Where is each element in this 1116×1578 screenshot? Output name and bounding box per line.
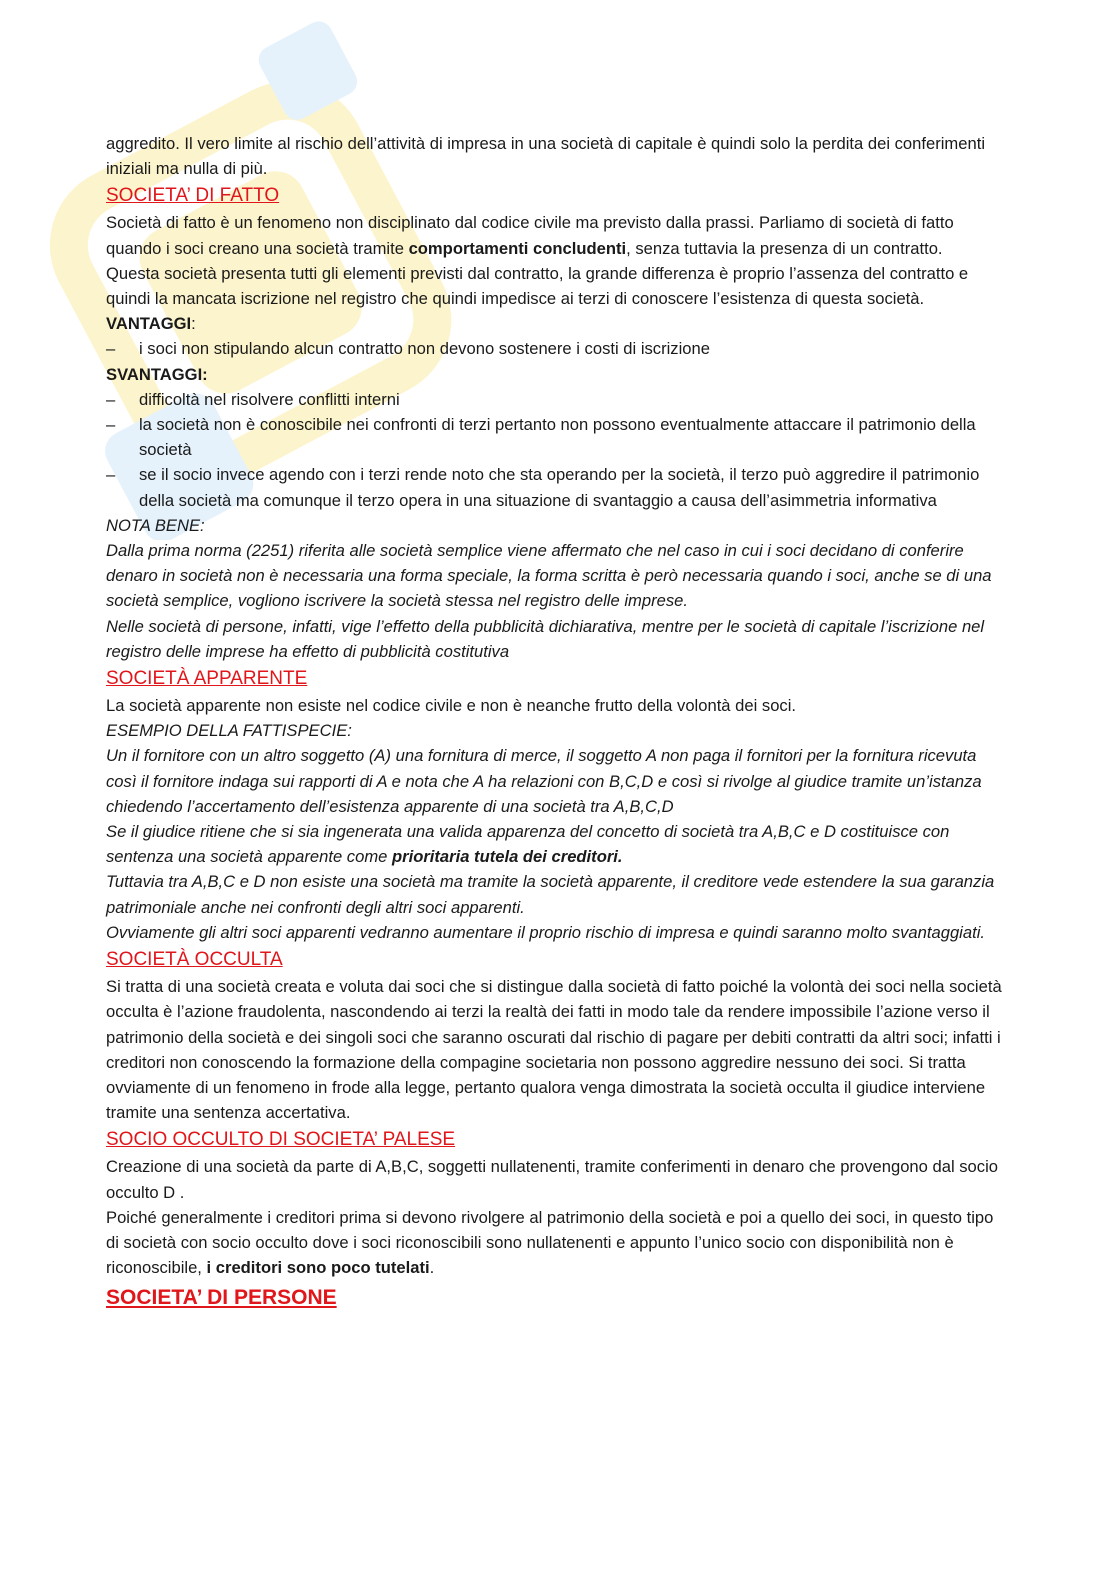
- list-item: – i soci non stipulando alcun contratto non devono sostenere i costi di iscrizione: [106, 336, 1006, 361]
- fatto-paragraph-2: Questa società presenta tutti gli elementi previsti dal contratto, la grande differenza è proprio l’assenza del contratto e quindi la mancata iscrizione nel registro che quindi impedisce ai terzi di conoscere l’esistenza di questa società.: [106, 263, 969, 309]
- esempio-label: ESEMPIO DELLA FATTISPECIE:: [106, 721, 352, 741]
- list-item: – se il socio invece agendo con i terzi rende noto che sta operando per la società, il terzo può aggredire il patrimonio della società ma comunque il terzo opera in una situazione di svantaggio a causa dell’asimmetria informativa: [106, 462, 1006, 512]
- nota-bene-paragraph-2: Nelle società di persone, infatti, vige l’effetto della pubblicità dichiarativa, mentre per le società di capitale l’iscrizione nel registro delle imprese ha effetto di pubblicità costitutiva: [106, 616, 985, 661]
- esempio-paragraph-1: Un il fornitore con un altro soggetto (A) una fornitura di merce, il soggetto A non paga il fornitori per la fornitura ricevuta così il fornitore indaga sui rapporti di A e nota che A ha relazioni con B,C,D e così si rivolge al giudice tramite un’istanza chiedendo l’accertamento dell’esistenza apparente di una società tra A,B,C,D: [106, 746, 982, 816]
- vantaggi-label: VANTAGGI:: [106, 314, 196, 334]
- nota-bene-label: NOTA BENE:: [106, 515, 205, 535]
- heading-societa-di-persone: SOCIETA’ DI PERSONE: [106, 1286, 337, 1310]
- svantaggi-label: SVANTAGGI:: [106, 364, 208, 384]
- fatto-bold-term: comportamenti concludenti: [408, 238, 627, 258]
- esempio-paragraph-2: Se il giudice ritiene che si sia ingenerata una valida apparenza del concetto di società tra A,B,C e D costituisce con sentenza una società apparente come prioritaria tutela dei creditori.: [106, 822, 950, 867]
- occulta-paragraph: Si tratta di una società creata e voluta dai soci che si distingue dalla società di fatto poiché la volontà dei soci nella società occulta è l’azione fraudolenta, nascondendo ai terzi la realtà dei fatti in modo tale da rendere impossibile l’azione verso il patrimonio della società e dei singoli soci che saranno oscurati dal rischio di pagare per debiti contratti da altri soci; infatti i creditori non conoscendo la formazione della compagine societaria non possono aggredire nessuno dei soci. Si tratta ovviamente di un fenomeno in frode alla legge, pertanto qualora venga dimostrata la società occulta il giudice interviene tramite una sentenza accertativa.: [106, 977, 1002, 1123]
- esempio-paragraph-4: Ovviamente gli altri soci apparenti vedranno aumentare il proprio rischio di impresa e quindi saranno molto svantaggiati.: [106, 922, 986, 942]
- socio-occulto-bold-term: i creditori sono poco tutelati: [206, 1258, 430, 1278]
- esempio-paragraph-3: Tuttavia tra A,B,C e D non esiste una società ma tramite la società apparente, il creditore vede estendere la sua garanzia patrimoniale anche nei confronti degli altri soci apparenti.: [106, 872, 995, 917]
- socio-occulto-paragraph-2: Poiché generalmente i creditori prima si devono rivolgere al patrimonio della società e poi a quello dei soci, in questo tipo di società con socio occulto dove i soci riconoscibili sono nullatenenti e appunto l’unico socio con disponibilità non è riconoscibile, i creditori sono poco tutelati.: [106, 1207, 994, 1278]
- heading-societa-apparente: SOCIETÀ APPARENTE: [106, 668, 308, 690]
- nota-bene-paragraph-1: Dalla prima norma (2251) riferita alle società semplice viene affermato che nel caso in cui i soci decidano di conferire denaro in società non è necessaria una forma speciale, la forma scritta è però necessaria quando i soci, anche se di una società semplice, vogliono iscrivere la società stessa nel registro delle imprese.: [106, 541, 992, 611]
- intro-paragraph: aggredito. Il vero limite al rischio dell’attività di impresa in una società di capitale è quindi solo la perdita dei conferimenti iniziali ma nulla di più.: [106, 134, 986, 179]
- heading-societa-di-fatto: SOCIETA’ DI FATTO: [106, 185, 280, 207]
- list-item: – la società non è conoscibile nei confronti di terzi pertanto non possono eventualmente attaccare il patrimonio della società: [106, 412, 1006, 462]
- fatto-paragraph-1: Società di fatto è un fenomeno non disciplinato dal codice civile ma previsto dalla prassi. Parliamo di società di fatto quando i soci creano una società tramite comportamenti concludenti, senza tuttavia la presenza di un contratto.: [106, 213, 954, 258]
- list-item: – difficoltà nel risolvere conflitti interni: [106, 387, 1006, 412]
- esempio-bold-term: prioritaria tutela dei creditori.: [391, 847, 623, 867]
- apparente-paragraph-1: La società apparente non esiste nel codice civile e non è neanche frutto della volontà dei soci.: [106, 696, 797, 716]
- svantaggi-list: [106, 387, 1006, 513]
- vantaggi-list: [106, 336, 1006, 361]
- heading-socio-occulto: SOCIO OCCULTO DI SOCIETA’ PALESE: [106, 1129, 456, 1151]
- heading-societa-occulta: SOCIETÀ OCCULTA: [106, 949, 283, 971]
- document-body: [106, 131, 1006, 1314]
- socio-occulto-paragraph-1: Creazione di una società da parte di A,B,C, soggetti nullatenenti, tramite conferimenti in denaro che provengono dal socio occulto D .: [106, 1157, 998, 1202]
